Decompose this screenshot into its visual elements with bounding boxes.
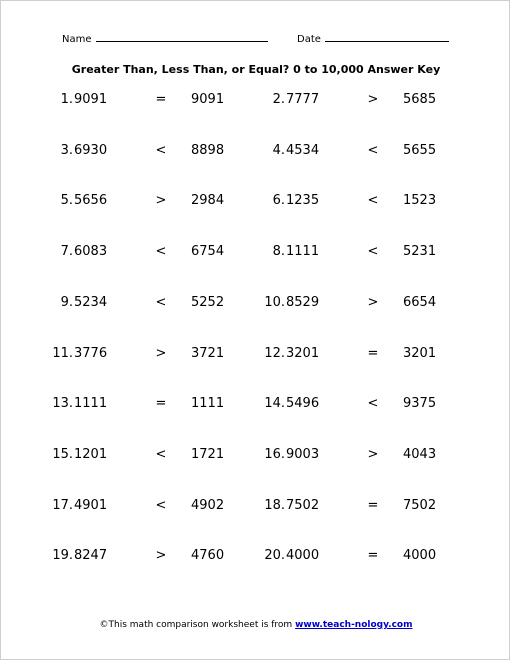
worksheet-title: Greater Than, Less Than, or Equal? 0 to 10,000 Answer Key [71,63,441,76]
problem-number: 19. [52,548,73,564]
problem-number: 12. [264,345,285,361]
problem-left-value: 4000 [286,548,320,564]
problem-left-value: 6083 [74,244,108,260]
problem-right-value: 5252 [191,294,225,310]
problem-operator: > [367,294,379,310]
problem-item [255,394,465,414]
problem-operator: > [367,446,379,462]
problem-item [255,496,465,516]
problem-item [255,293,465,313]
problem-left-value: 1111 [74,396,108,412]
problem-operator: < [155,446,167,462]
problem-item [43,191,253,211]
problem-operator: > [155,548,167,564]
problem-left-value: 9091 [74,92,108,107]
problem-right-value: 6654 [403,294,437,310]
problem-number: 4. [272,142,285,158]
date-label: Date [297,34,321,45]
problem-left-value: 4901 [74,497,108,513]
problem-item [43,293,253,313]
problem-item [43,90,253,110]
problem-left-value: 7502 [286,497,320,513]
problem-item [43,546,253,566]
problem-number: 2. [272,92,285,107]
problem-item [43,445,253,465]
problem-operator: = [155,396,167,412]
problem-left-value: 5656 [74,193,108,209]
problem-right-value: 3721 [191,345,225,361]
problem-left-value: 3201 [286,345,320,361]
problem-item [43,394,253,414]
problem-operator: < [155,244,167,260]
problem-item [43,141,253,161]
problem-right-value: 9375 [403,396,437,412]
problem-operator: < [155,497,167,513]
problem-number: 15. [52,446,73,462]
problem-left-value: 5496 [286,396,320,412]
problem-operator: > [155,345,167,361]
problem-right-value: 1523 [403,193,437,209]
problem-left-value: 6930 [74,142,108,158]
problem-right-value: 4902 [191,497,225,513]
problem-right-value: 5655 [403,142,437,158]
problem-operator: < [367,193,379,209]
problem-left-value: 1201 [74,446,108,462]
problem-number: 1. [60,92,73,107]
problem-item [255,445,465,465]
problem-item [255,141,465,161]
problem-right-value: 1721 [191,446,225,462]
problem-right-value: 5685 [403,92,437,107]
problem-right-value: 2984 [191,193,225,209]
problem-left-value: 4534 [286,142,320,158]
problem-operator: = [367,345,379,361]
problem-left-value: 9003 [286,446,320,462]
problem-number: 13. [52,396,73,412]
problem-number: 8. [272,244,285,260]
problem-number: 20. [264,548,285,564]
problem-operator: < [155,294,167,310]
problem-item [255,242,465,262]
footer-credit [1,620,510,630]
problem-operator: = [367,497,379,513]
problem-operator: < [155,142,167,158]
problem-number: 5. [60,193,73,209]
problem-item [43,242,253,262]
problem-left-value: 5234 [74,294,108,310]
problem-number: 11. [52,345,73,361]
problem-operator: < [367,244,379,260]
problem-operator: = [155,92,167,107]
problem-right-value: 4760 [191,548,225,564]
problem-right-value: 1111 [191,396,225,412]
problem-left-value: 8247 [74,548,108,564]
problem-number: 6. [272,193,285,209]
problem-right-value: 4043 [403,446,437,462]
problem-number: 10. [264,294,285,310]
problem-number: 18. [264,497,285,513]
problem-item [255,546,465,566]
name-label: Name [62,34,92,45]
problem-number: 7. [60,244,73,260]
problem-right-value: 7502 [403,497,437,513]
problem-left-value: 7777 [286,92,320,107]
problem-left-value: 1111 [286,244,320,260]
problem-item [255,344,465,364]
problem-grid [1,1,510,661]
problem-item [43,344,253,364]
problem-item [255,191,465,211]
problem-operator: = [367,548,379,564]
footer-text: ©This math comparison worksheet is from [99,620,296,630]
problem-left-value: 3776 [74,345,108,361]
problem-number: 17. [52,497,73,513]
problem-item [255,90,465,110]
problem-operator: > [367,92,379,107]
problem-right-value: 5231 [403,244,437,260]
problem-right-value: 3201 [403,345,437,361]
problem-number: 3. [60,142,73,158]
problem-number: 9. [60,294,73,310]
problem-right-value: 6754 [191,244,225,260]
problem-right-value: 8898 [191,142,225,158]
problem-operator: < [367,396,379,412]
problem-operator: < [367,142,379,158]
problem-item [43,496,253,516]
problem-right-value: 4000 [403,548,437,564]
problem-right-value: 9091 [191,92,225,107]
problem-left-value: 8529 [286,294,320,310]
problem-left-value: 1235 [286,193,320,209]
problem-number: 14. [264,396,285,412]
problem-operator: > [155,193,167,209]
problem-number: 16. [264,446,285,462]
footer-link[interactable]: www.teach-nology.com [295,620,413,630]
